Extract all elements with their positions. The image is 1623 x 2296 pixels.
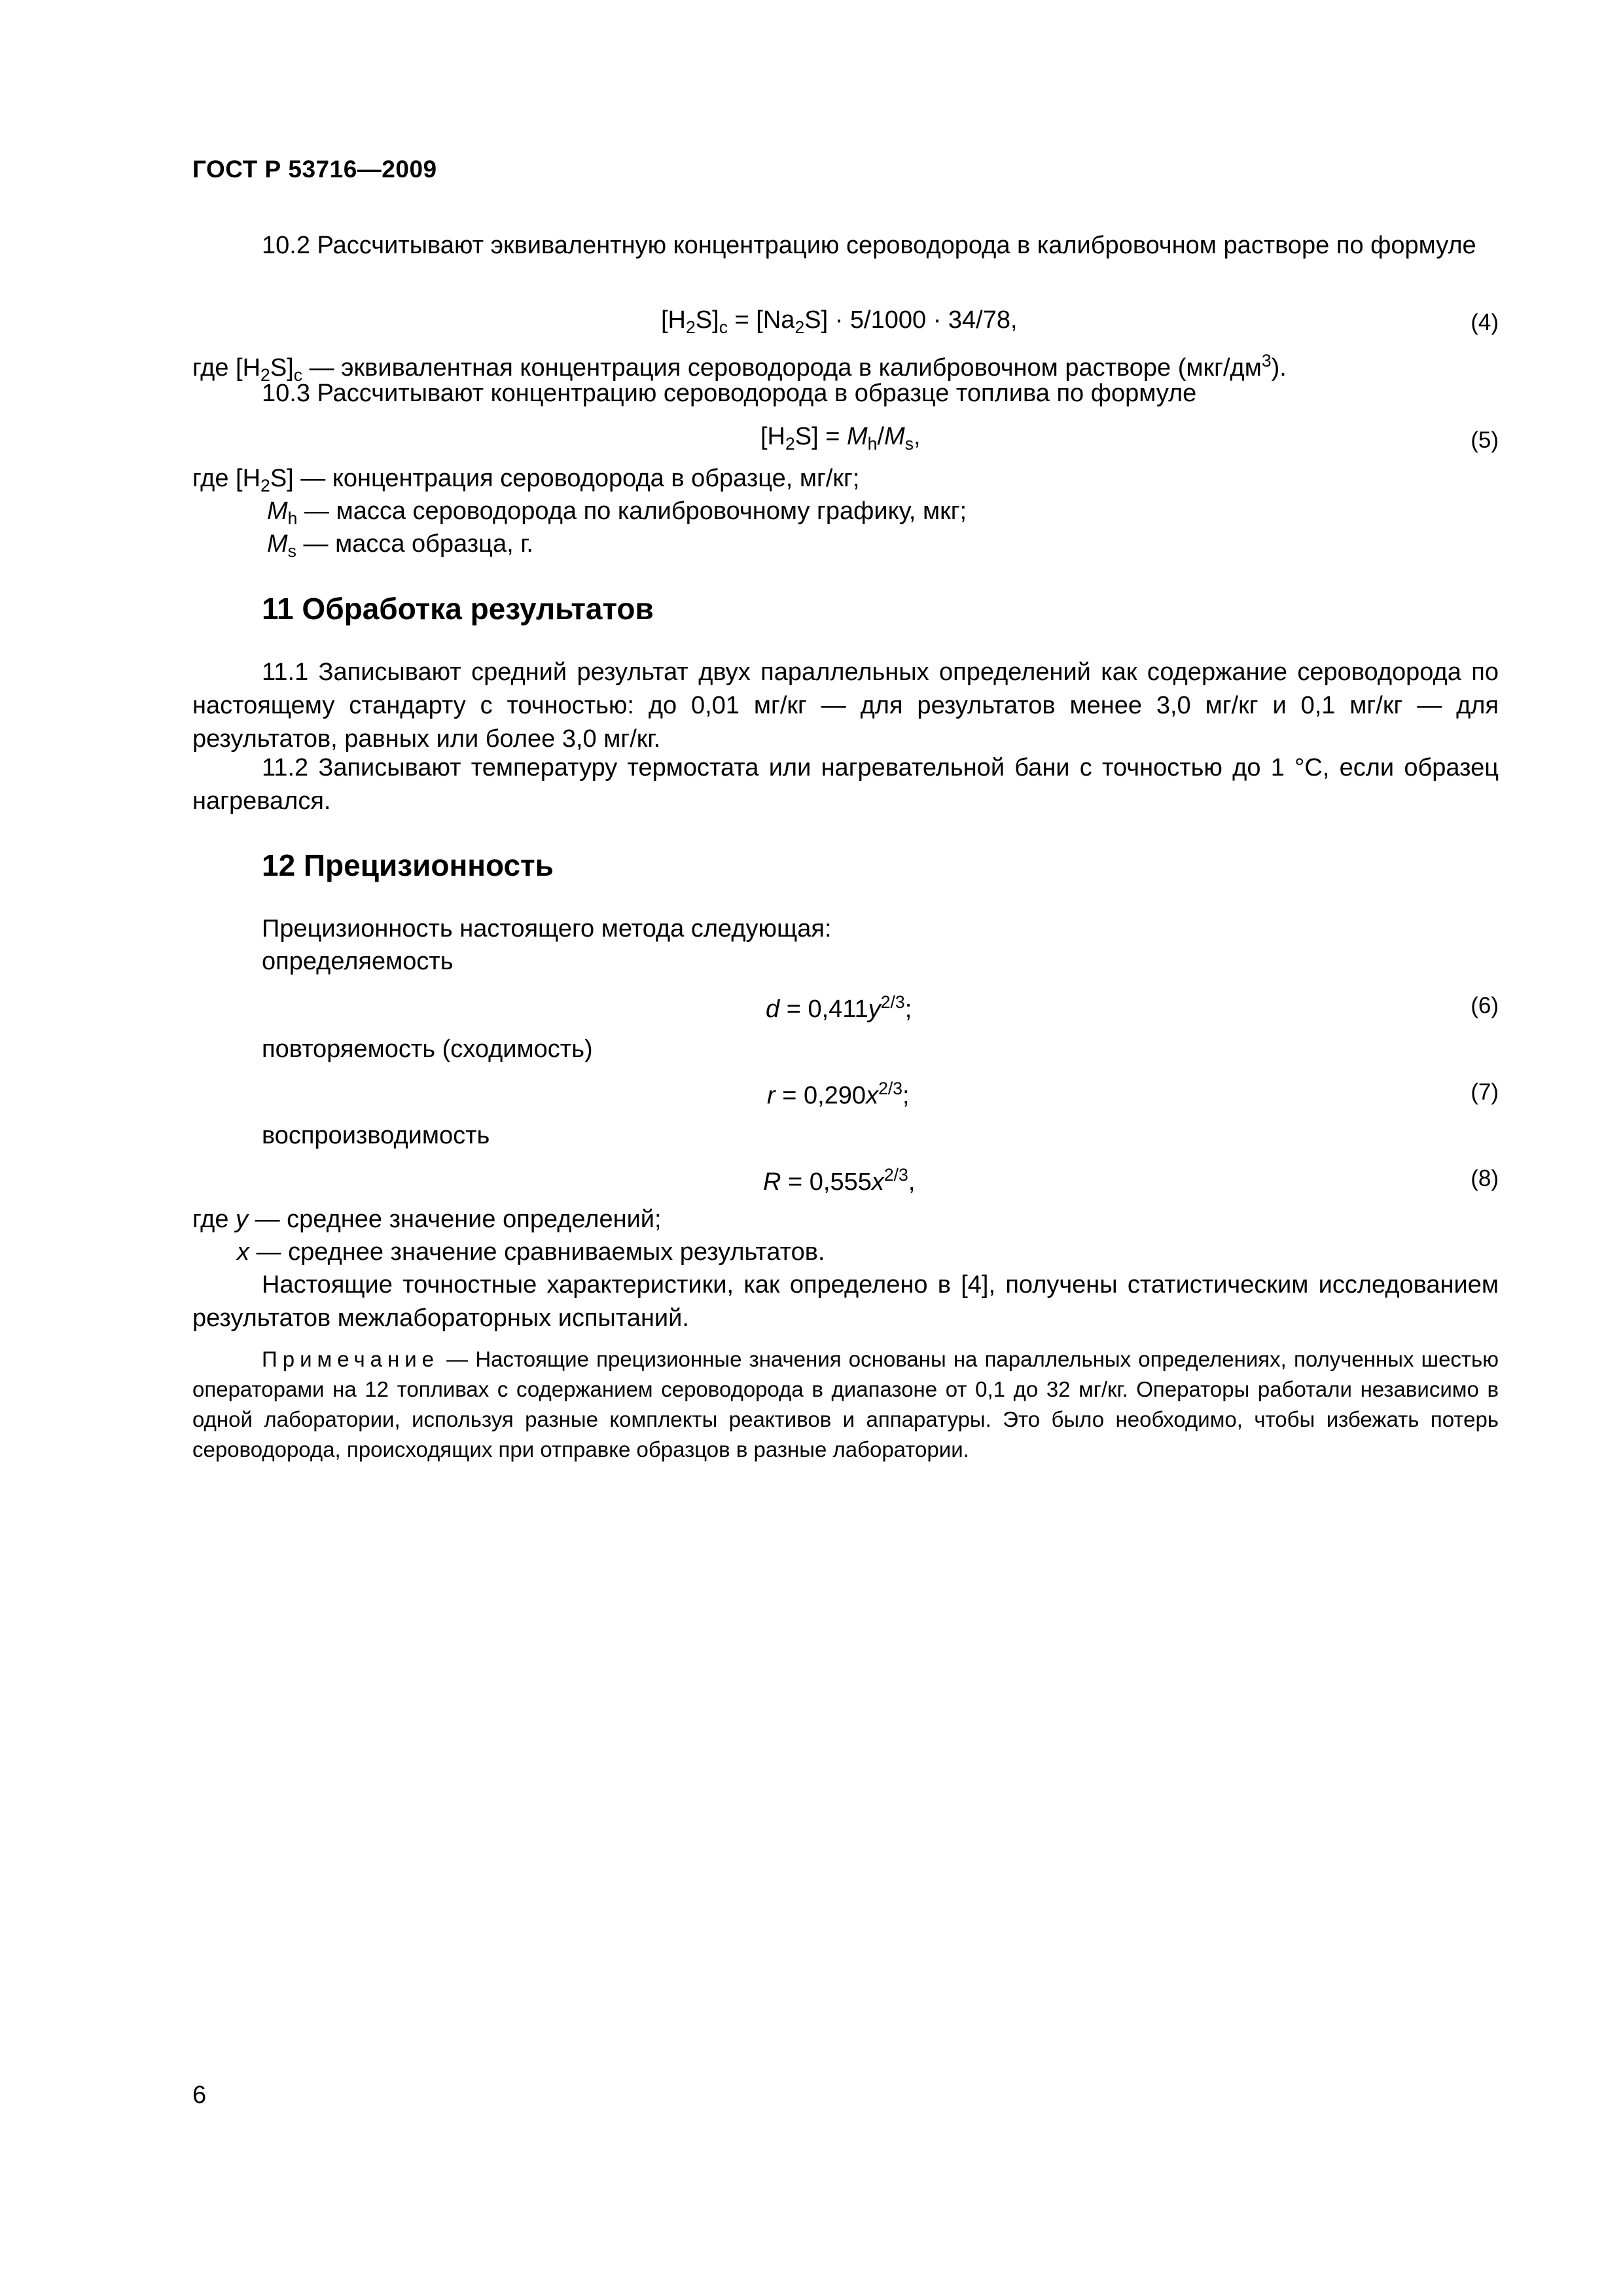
paragraph-11-2 [192,751,1499,818]
note-label: Примечание [262,1347,440,1371]
where-y: где y — среднее значение определений; [192,1206,662,1233]
equation-number-4: (4) [1471,310,1499,335]
equation-number-7: (7) [1471,1079,1499,1105]
equation-number-5: (5) [1471,427,1499,453]
where-h2s-c: где $[H_2S]_c$ — эквивалентная концентрация сероводорода в калибровочном растворе $(мкг/дм^3)$. [192,351,1287,385]
formula-5: $[H_2S] = M_h/M_s$, [760,423,921,454]
note-text: — Настоящие прецизионные значения основаны на параллельных определениях, полученных шестью операторами на 12 топливах с содержанием сероводорода в диапазоне от 0,1 до 32 мг/кг. Операторы работали независимо в одной лаборатории, используя разные комплекты реактивов и аппаратуры. Это было необходимо, чтобы избежать потерь сероводорода, происходящих при отправке образцов в разные лаборатории. [192,1347,1499,1462]
where-mh: $M_h$ — масса сероводорода по калибровочному графику, мкг; [267,497,967,528]
where-ms: $M_s$ — масса образца, г. [267,530,533,561]
paragraph-precision-source [192,1268,1499,1335]
section-11-title: 11 Обработка результатов [262,592,654,626]
paragraph-11-1-text: 11.1 Записывают средний результат двух параллельных определений как содержание сероводорода по настоящему стандарту с точностью: до 0,01 мг/кг — для результатов менее 3,0 мг/кг и 0,1 мг/кг — для результатов, равных или более 3,0 мг/кг. [192,658,1499,753]
paragraph-10-2 [192,229,1499,262]
formula-8: $R = 0,555x^{2/3}$, [763,1165,916,1196]
section-12-title: 12 Прецизионность [262,848,554,882]
formula-4: $[H_2S]_c = [Na_2S] \cdot 5/1000 \cdot 34/78$, [661,306,1018,337]
where-h2s: где $[H_2S]$ — концентрация сероводорода в образце, мг/кг; [192,465,860,495]
where-x: x — среднее значение сравниваемых результатов. [237,1238,825,1266]
precision-intro: Прецизионность настоящего метода следующая: [262,915,832,942]
paragraph-11-2-text: 11.2 Записывают температуру термостата или нагревательной бани с точностью до 1 °С, если образец нагревался. [192,754,1499,815]
note [192,1344,1499,1465]
equation-number-8: (8) [1471,1166,1499,1191]
label-determinability: определяемость [262,948,454,975]
paragraph-10-3: 10.3 Рассчитывают концентрацию сероводорода в образце топлива по формуле [262,380,1197,407]
formula-6: $d = 0,411y^{2/3}$; [766,992,912,1023]
label-reproducibility: воспроизводимость [262,1122,490,1149]
equation-number-6: (6) [1471,993,1499,1018]
page-number: 6 [192,2081,207,2109]
label-repeatability: повторяемость (сходимость) [262,1035,593,1063]
paragraph-11-1 [192,656,1499,756]
document-header: ГОСТ Р 53716—2009 [192,156,437,183]
formula-7: $r = 0,290x^{2/3}$; [767,1079,910,1109]
paragraph-10-2-text: 10.2 Рассчитывают эквивалентную концентрацию сероводорода в калибровочном растворе по формуле [262,232,1476,259]
paragraph-precision-source-text: Настоящие точностные характеристики, как определено в [4], получены статистическим исследованием результатов межлабораторных испытаний. [192,1271,1499,1332]
